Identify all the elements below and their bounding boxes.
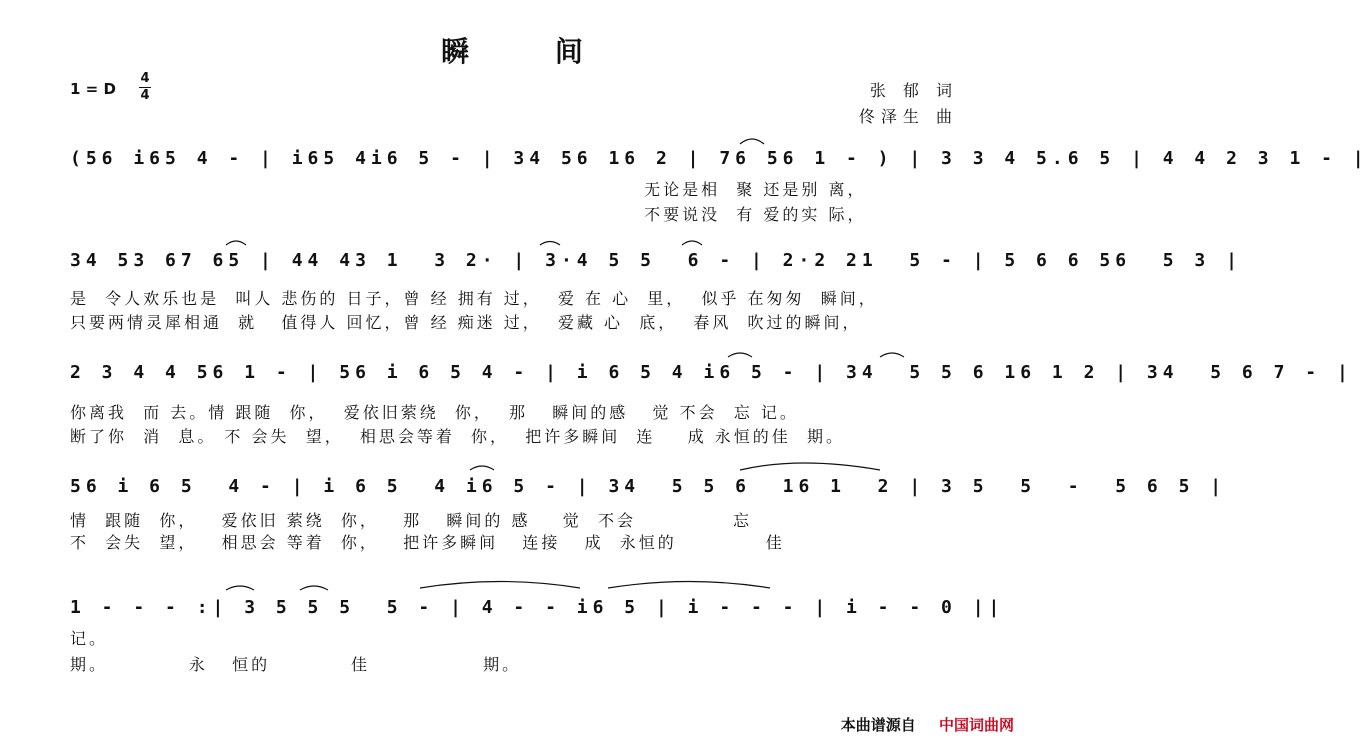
- notation-row-4: 56 i 6 5 4 - | i 6 5 4 i6 5 - | 34 5 5 6 16 1 2 | 3 5 5 - 5 6 5 |: [70, 476, 1227, 497]
- lyric-row-1-verse-1: 无论是相 聚 还是别 离，: [70, 180, 867, 199]
- time-signature-top: 4: [140, 71, 150, 86]
- lyric-row-1-verse-2: 不要说没 有 爱的实 际，: [70, 205, 867, 224]
- lyricist-credit: 张 郁 词: [869, 81, 958, 100]
- notation-row-2: 34 53 67 65 | 44 43 1 3 2· | 3·4 5 5 6 - | 2·2 21 5 - | 5 6 6 56 5 3 |: [70, 250, 1242, 271]
- footer-source-text: 本曲谱源自: [840, 716, 916, 734]
- lyric-row-4-verse-2: 不 会失 望， 相思会 等着 你， 把许多瞬间 连接 成 永恒的 佳: [70, 533, 785, 552]
- lyric-row-2-verse-2: 只要两情灵犀相通 就 值得人 回忆，曾 经 痴迷 过， 爱藏 心 底， 春风 吹过的瞬间，: [70, 313, 862, 332]
- lyric-row-4-verse-1: 情 跟随 你， 爱依旧 萦绕 你， 那 瞬间的 感 觉 不会 忘: [70, 511, 753, 530]
- key-signature: 1 = D: [70, 80, 116, 98]
- lyric-row-3-verse-2: 断了你 消 息。 不 会失 望， 相思会等着 你， 把许多瞬间 连 成 永恒的佳 期。: [70, 427, 845, 446]
- notation-row-1: (56 i65 4 - | i65 4i6 5 - | 34 56 16 2 | 76 56 1 - ) | 3 3 4 5.6 5 | 4 4 2 3 1 - |: [70, 148, 1369, 169]
- lyric-row-3-verse-1: 你离我 而 去。情 跟随 你， 爱依旧萦绕 你， 那 瞬间的感 觉 不会 忘 记。: [70, 403, 799, 422]
- notation-row-3: 2 3 4 4 56 1 - | 56 i 6 5 4 - | i 6 5 4 i6 5 - | 34 5 5 6 16 1 2 | 34 5 6 7 - |: [70, 362, 1353, 383]
- time-signature-bottom: 4: [140, 88, 150, 103]
- notation-row-5: 1 - - - :| 3 5 5 5 5 - | 4 - - i6 5 | i - - - | i - - 0 ||: [70, 597, 1005, 618]
- lyric-row-5-verse-2: 期。 永 恒的 佳 期。: [70, 655, 522, 674]
- footer-site-link[interactable]: 中国词曲网: [938, 716, 1014, 734]
- song-title: 瞬 间: [441, 35, 621, 68]
- composer-credit: 佟泽生 曲: [858, 107, 958, 126]
- footer-attribution: [841, 714, 1014, 735]
- lyric-row-2-verse-1: 是 令人欢乐也是 叫人 悲伤的 日子，曾 经 拥有 过， 爱 在 心 里， 似乎 在匆匆 瞬间，: [70, 289, 878, 308]
- lyric-row-5-verse-1: 记。: [70, 629, 109, 648]
